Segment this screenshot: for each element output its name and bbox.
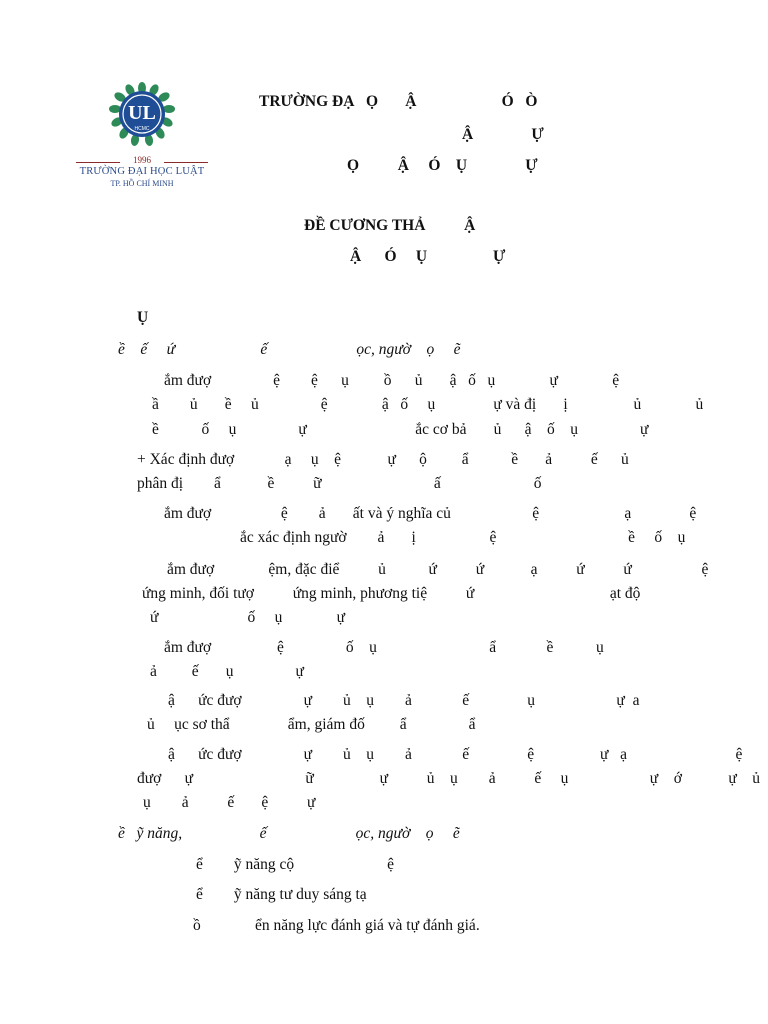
university-emblem-icon	[72, 82, 212, 158]
body-line: ể ỹ năng tư duy sáng tạ	[196, 886, 367, 903]
body-line: ứ ố ụ ự	[150, 609, 346, 626]
body-line: phân đị ẩ ề ữ ấ ố	[137, 475, 542, 492]
body-line: ề ố ụ ự ắc cơ bả ủ ậ ố ụ ự	[152, 421, 649, 438]
svg-text:HCMC: HCMC	[134, 126, 150, 132]
body-line: ả ế ụ ự	[150, 663, 304, 680]
logo-city: TP. HỒ CHÍ MINH	[110, 179, 174, 188]
body-line: ầ ủ ề ủ ệ ậ ố ụ ự và đị ị ủ ủ	[152, 396, 704, 413]
body-line: ứng minh, đối tượ ứng minh, phương tiệ ứ ạt độ	[142, 585, 641, 602]
body-line: ụ ả ế ệ ự	[143, 794, 316, 811]
body-line: ắm đượ ệ ả ất và ý nghĩa củ ệ ạ ệ	[164, 505, 697, 522]
body-line: ồ ển năng lực đánh giá và tự đánh giá.	[193, 917, 480, 934]
document-title-line-1: ĐỀ CƯƠNG THẢ Ậ	[304, 217, 476, 234]
university-logo	[72, 82, 212, 188]
logo-university-name: TRƯỜNG ĐẠI HỌC LUẬT	[79, 166, 205, 177]
objective-knowledge-intro: ề ế ứ ế ọc, ngườ ọ ẽ	[118, 341, 461, 358]
header-line-1: TRƯỜNG ĐẠ Ọ Ậ Ó Ò	[259, 93, 538, 110]
body-line: ắm đượ ệ ố ụ ẩ ề ụ	[164, 639, 604, 656]
body-line: ể ỹ năng cộ ệ	[196, 856, 395, 873]
document-title-line-2: Ậ Ó Ụ Ự	[350, 248, 506, 265]
body-line: ủ ục sơ thẩ ẩm, giám đố ẩ ẩ	[147, 716, 476, 733]
body-line: ắm đượ ệ ệ ụ ồ ủ ậ ố ụ ự ệ	[164, 372, 620, 389]
header-line-3: Ọ Ậ Ó Ụ Ự	[347, 157, 538, 174]
body-line: ắm đượ ệm, đặc điể ủ ứ ứ ạ ứ ứ ệ	[167, 561, 709, 578]
body-line: ậ ức đượ ự ủ ụ ả ế ệ ự ạ ệ	[168, 746, 743, 763]
objective-skills-intro: ề ỹ năng, ế ọc, ngườ ọ ẽ	[118, 825, 460, 842]
header-line-2: Ậ Ự	[462, 126, 544, 143]
body-line: đượ ự ữ ự ủ ụ ả ế ụ ự ớ ự ủ	[137, 770, 761, 787]
body-line: ậ ức đượ ự ủ ụ ả ế ụ ự a	[168, 692, 640, 709]
svg-text:UL: UL	[128, 102, 156, 124]
body-line: ắc xác định ngườ ả ị ệ ề ố ụ	[240, 529, 686, 546]
body-line: + Xác định đượ ạ ụ ệ ự ộ ẩ ề ả ế ủ	[137, 451, 629, 468]
logo-year: 1996	[133, 155, 151, 165]
section-heading: Ụ	[137, 309, 149, 326]
